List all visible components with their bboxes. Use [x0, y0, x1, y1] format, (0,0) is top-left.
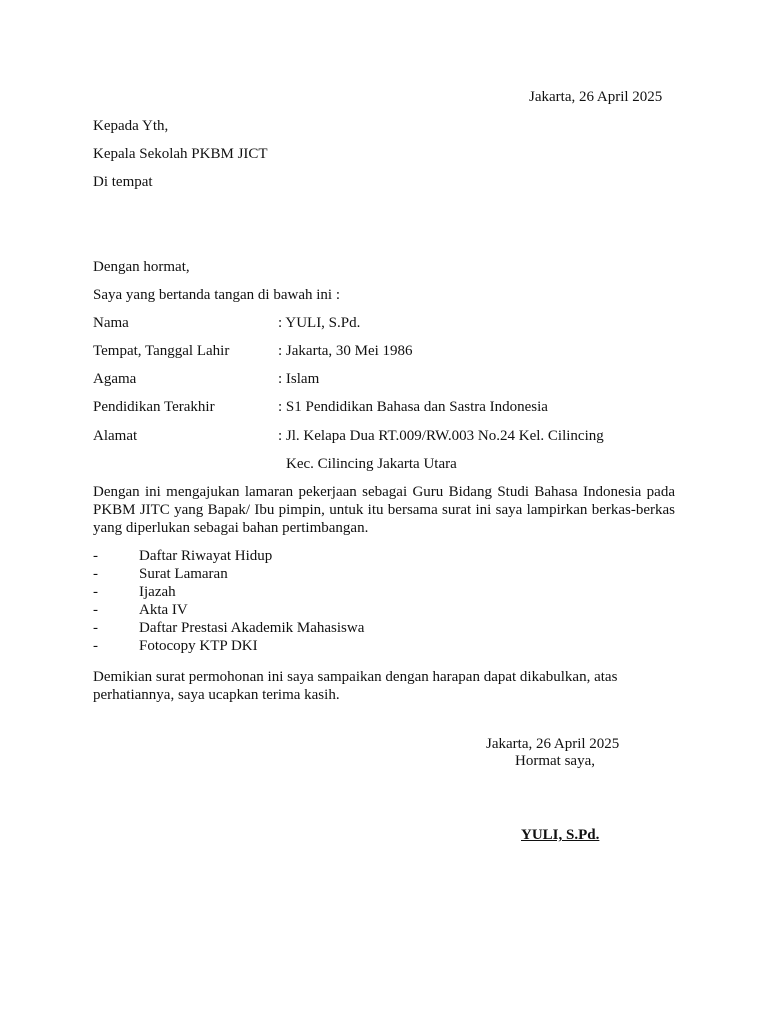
signature-date: Jakarta, 26 April 2025	[486, 736, 620, 752]
bullet-dash: -	[93, 602, 98, 618]
field-value-ttl: : Jakarta, 30 Mei 1986	[278, 343, 413, 359]
bullet-dash: -	[93, 566, 98, 582]
field-value-nama: : YULI, S.Pd.	[278, 315, 361, 331]
field-label-agama: Agama	[93, 371, 137, 387]
bullet-dash: -	[93, 620, 98, 636]
attachment-label: Akta IV	[139, 602, 188, 618]
bullet-dash: -	[93, 548, 98, 564]
attachment-label: Ijazah	[139, 584, 176, 600]
signature-greeting: Hormat saya,	[515, 753, 595, 769]
field-value-pendidikan: : S1 Pendidikan Bahasa dan Sastra Indonesia	[278, 399, 548, 415]
list-item	[93, 547, 364, 565]
attachment-label: Daftar Prestasi Akademik Mahasiswa	[139, 620, 365, 636]
salutation: Dengan hormat,	[93, 259, 190, 275]
list-item	[93, 601, 364, 619]
attachment-label: Surat Lamaran	[139, 566, 228, 582]
attachment-list	[93, 547, 364, 655]
body-paragraph: Dengan ini mengajukan lamaran pekerjaan sebagai Guru Bidang Studi Bahasa Indonesia pada PKBM JITC yang Bapak/ Ibu pimpin, untuk itu bersama surat ini saya lampirkan berkas-berkas yang diperlukan sebagai bahan pertimbangan.	[93, 484, 675, 536]
field-label-pendidikan: Pendidikan Terakhir	[93, 399, 215, 415]
field-label-ttl: Tempat, Tanggal Lahir	[93, 343, 230, 359]
letter-date: Jakarta, 26 April 2025	[529, 89, 663, 105]
list-item	[93, 619, 364, 637]
attachment-label: Daftar Riwayat Hidup	[139, 548, 273, 564]
field-value-agama: : Islam	[278, 371, 320, 387]
list-item	[93, 637, 364, 655]
recipient-line: Di tempat	[93, 174, 153, 190]
address-line-2: Kec. Cilincing Jakarta Utara	[286, 456, 457, 472]
bullet-dash: -	[93, 638, 98, 654]
list-item	[93, 583, 364, 601]
field-value-alamat: : Jl. Kelapa Dua RT.009/RW.003 No.24 Kel. Cilincing	[278, 428, 604, 444]
closing-paragraph: Demikian surat permohonan ini saya sampaikan dengan harapan dapat dikabulkan, atas perhatiannya, saya ucapkan terima kasih.	[93, 669, 618, 703]
field-label-alamat: Alamat	[93, 428, 138, 444]
intro-text: Saya yang bertanda tangan di bawah ini :	[93, 287, 341, 303]
recipient-line: Kepada Yth,	[93, 118, 169, 134]
list-item	[93, 565, 364, 583]
recipient-line: Kepala Sekolah PKBM JICT	[93, 146, 268, 162]
signer-name: YULI, S.Pd.	[521, 827, 600, 843]
attachment-label: Fotocopy KTP DKI	[139, 638, 258, 654]
bullet-dash: -	[93, 584, 98, 600]
field-label-nama: Nama	[93, 315, 129, 331]
